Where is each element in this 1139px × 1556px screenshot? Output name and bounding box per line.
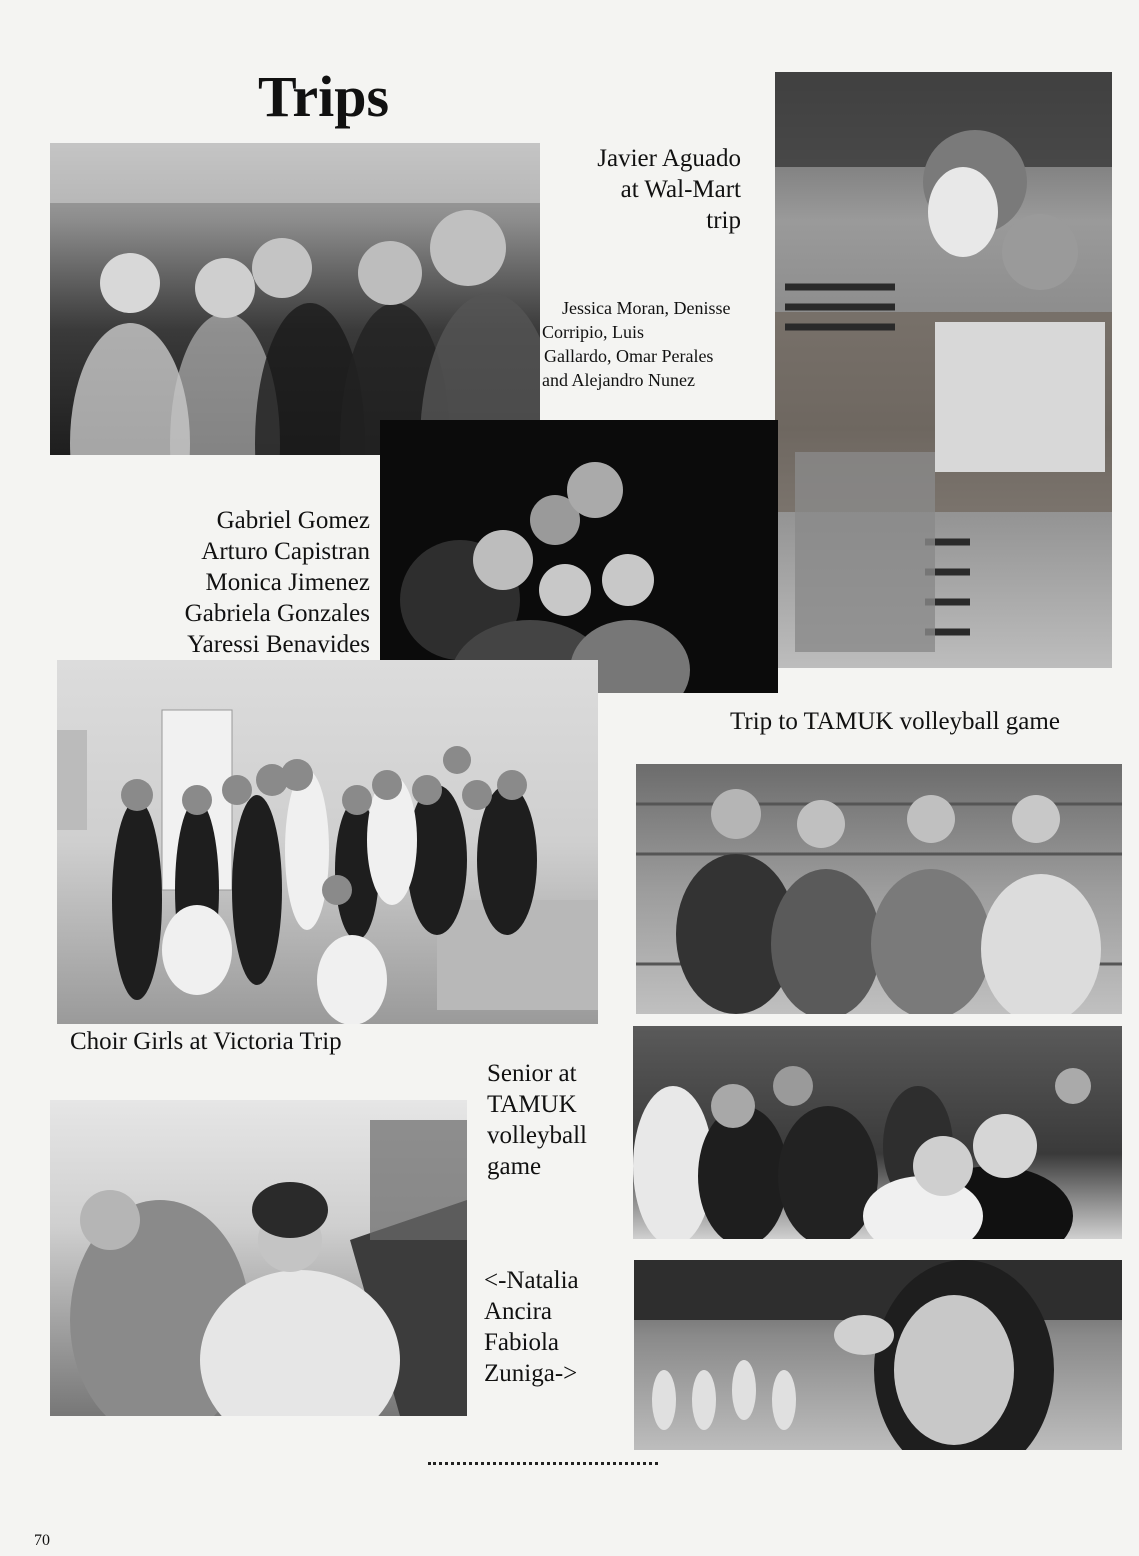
caption-line: Senior at (487, 1060, 577, 1087)
caption-group2 (150, 505, 370, 660)
tamuk-bleachers-photo (636, 764, 1122, 1014)
caption-line: Gabriel Gomez (216, 507, 370, 534)
caption-javier (560, 143, 741, 236)
caption-line: TAMUK (487, 1091, 577, 1118)
caption-line: <-Natalia (484, 1267, 579, 1294)
page-title: Trips (258, 64, 390, 129)
caption-line: game (487, 1153, 542, 1180)
caption-line: Jessica Moran, Denisse (562, 298, 731, 318)
night-group-photo (380, 420, 778, 693)
caption-line: trip (706, 207, 741, 234)
caption-natalia (484, 1265, 624, 1389)
ronald-bench-photo (775, 72, 1112, 668)
choir-girls-photo (57, 660, 598, 1024)
caption-line: Zuniga-> (484, 1360, 578, 1387)
caption-group1 (542, 296, 762, 392)
girl-gesture-photo (634, 1260, 1122, 1450)
page-number: 70 (34, 1532, 50, 1549)
caption-senior (487, 1058, 627, 1182)
caption-choir: Choir Girls at Victoria Trip (70, 1028, 342, 1055)
caption-line: Gallardo, Omar Perales (544, 346, 714, 366)
caption-line: volleyball (487, 1122, 587, 1149)
group-photo-mall (50, 143, 540, 455)
caption-line: Monica Jimenez (205, 569, 370, 596)
caption-line: at Wal-Mart (620, 176, 741, 203)
caption-tamuk-trip: Trip to TAMUK volleyball game (730, 708, 1060, 735)
caption-line: and Alejandro Nunez (542, 370, 695, 390)
caption-line: Ancira (484, 1298, 553, 1325)
senior-couple-photo (50, 1100, 467, 1416)
caption-line: Fabiola (484, 1329, 559, 1356)
caption-line: Corripio, Luis (542, 322, 644, 342)
tamuk-leis-photo (633, 1026, 1122, 1239)
caption-line: Javier Aguado (597, 145, 741, 172)
caption-line: Gabriela Gonzales (184, 600, 370, 627)
dotted-divider (428, 1462, 658, 1465)
caption-line: Yaressi Benavides (187, 631, 370, 658)
caption-line: Arturo Capistran (201, 538, 370, 565)
